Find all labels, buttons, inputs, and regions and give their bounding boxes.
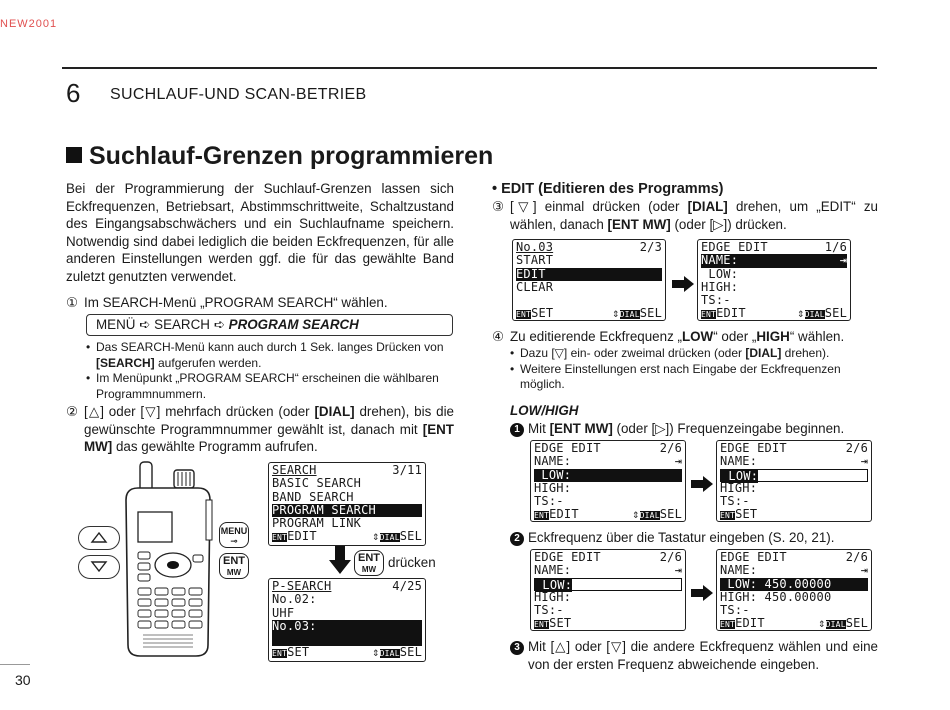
up-key — [78, 526, 120, 550]
square-bullet-icon — [66, 147, 82, 163]
page-rule — [0, 664, 30, 665]
lowhigh-step-1: 1 Mit [ENT MW] (oder [▷]) Frequenzeingabe beginnen. — [510, 420, 878, 438]
triangle-down-icon — [78, 555, 120, 579]
chapter-title: SUCHLAUF-UND SCAN-BETRIEB — [110, 86, 367, 103]
ent-mw-key: ENT MW — [219, 553, 249, 579]
lcd-edge-edit-2b: EDGE EDIT 2/6 NAME: ⇥ LOW: HIGH: TS:- ENTSET — [716, 440, 872, 522]
lcd-line: PROGRAM LINK — [272, 516, 362, 531]
lcd-line-selected: EDIT — [516, 268, 662, 281]
list-item: • Im Menüpunkt „PROGRAM SEARCH“ erscheinen die wählbaren Programmnummern. — [86, 371, 453, 402]
arrow-right-icon: ➪ — [139, 317, 151, 332]
radio-illustration — [118, 460, 218, 660]
page-number: 30 — [15, 672, 31, 688]
lowhigh-step-2: 2 Eckfrequenz über die Tastatur eingeben (S. 20, 21). — [510, 529, 878, 547]
arrow-right-icon — [672, 276, 694, 292]
lcd-edge-edit-3b: EDGE EDIT 2/6 NAME: ⇥ LOW: 450.00000 HIGH: 450.00000 TS:- ENTEDIT ⇕DIALSEL — [716, 549, 872, 631]
list-item: • Weitere Einstellungen erst nach Eingabe der Eckfrequenzen möglich. — [510, 362, 878, 393]
menu-path-box: MENÜ ➪ SEARCH ➪ PROGRAM SEARCH — [86, 314, 453, 336]
lcd-edge-edit-3a: EDGE EDIT 2/6 NAME: ⇥ LOW: HIGH: TS:- ENTSET — [530, 549, 686, 631]
lcd-line: BAND SEARCH — [272, 489, 354, 504]
enter-icon: ⇥ — [839, 253, 847, 268]
step-3: ③ [▽] einmal drücken (oder [DIAL] drehen, um „EDIT“ zu wählen, danach [ENT MW] (oder [▷]) drücken. — [492, 199, 878, 232]
lcd-edge-edit-2a: EDGE EDIT 2/6 NAME: ⇥ LOW: HIGH: TS:- ENTEDIT ⇕DIALSEL — [530, 440, 686, 522]
lcd-search-menu: SEARCH 3/11 BASIC SEARCH BAND SEARCH PROGRAM SEARCH PROGRAM LINK ENTEDIT ⇕DIALSEL — [268, 462, 426, 546]
corner-mark: NEW2001 — [0, 18, 58, 30]
edit-heading: • EDIT (Editieren des Programms) — [492, 181, 724, 197]
chapter-number: 6 — [66, 78, 81, 108]
lowhigh-heading: LOW/HIGH — [510, 403, 579, 418]
menu-key: MENU ⊸ — [219, 522, 249, 548]
key-icon: ⊸ — [230, 536, 238, 546]
lcd-line: UHF — [272, 605, 295, 620]
lcd-line-selected: LOW: — [534, 469, 682, 482]
lcd-line-selected: LOW: 450.00000 — [720, 578, 868, 591]
list-item: • Dazu [▽] ein- oder zweimal drücken (oder [DIAL] drehen). — [510, 346, 878, 362]
list-item: • Das SEARCH-Menü kann auch durch 1 Sek. langes Drücken von [SEARCH] aufgerufen werden. — [86, 340, 453, 371]
step-1: ① Im SEARCH-Menü „PROGRAM SEARCH“ wählen. — [66, 295, 388, 310]
arrow-down-icon — [328, 546, 352, 576]
step-4: ④ Zu editierende Eckfrequenz „LOW“ oder „HIGH“ wählen. — [492, 329, 845, 344]
down-key — [78, 555, 120, 579]
step-2: ② [△] oder [▽] mehrfach drücken (oder [DIAL] drehen), bis die gewünschte Programmnummer gewählt ist, danach mit [ENT MW] das gewählte Programm aufrufen. — [66, 404, 454, 455]
lcd-line-selected: No.03: — [272, 620, 422, 646]
updown-arrow-icon: ⇕ — [372, 529, 380, 544]
header-rule — [62, 67, 877, 69]
pressed-label: drücken — [388, 555, 436, 570]
lcd-edge-edit-1: EDGE EDIT 1/6 NAME: ⇥ LOW: HIGH: TS:- ENTEDIT ⇕DIALSEL — [697, 239, 851, 321]
bullets-step-4 — [510, 346, 878, 393]
intro-paragraph: Bei der Programmierung der Suchlauf-Grenzen lassen sich Eckfrequenzen, Betriebsart, Abstimmschrittweite, Schaltzustand des Eingangsabschwächers und ein Suchlaufname speichern. Notwendig sind dabei lediglich die beiden Eckfrequenzen, für alle anderen Einstellungen werden ggf. die für das gewählte Band zuletzt genutzten verwendet. — [66, 181, 454, 284]
arrow-right-icon — [691, 585, 713, 601]
lcd-p-search: P-SEARCH 4/25 No.02: UHF No.03: ENTSET ⇕DIALSEL — [268, 578, 426, 662]
lcd-no03: No.03 2/3 START EDIT CLEAR ENTSET ⇕DIALSEL — [512, 239, 666, 321]
section-title: Suchlauf-Grenzen programmieren — [66, 142, 493, 171]
bullets-step-1 — [86, 340, 453, 402]
lowhigh-step-3: 3 Mit [△] oder [▽] die andere Eckfrequenz wählen und eine von der ersten Frequenz abweichende eingeben. — [510, 638, 878, 673]
arrow-right-icon — [691, 476, 713, 492]
lcd-line: No.02: — [272, 592, 317, 607]
lcd-line-selected: PROGRAM SEARCH — [272, 504, 422, 517]
ent-mw-key-2: ENT MW — [354, 550, 384, 576]
lcd-line: BASIC SEARCH — [272, 476, 362, 491]
triangle-up-icon — [78, 526, 120, 550]
